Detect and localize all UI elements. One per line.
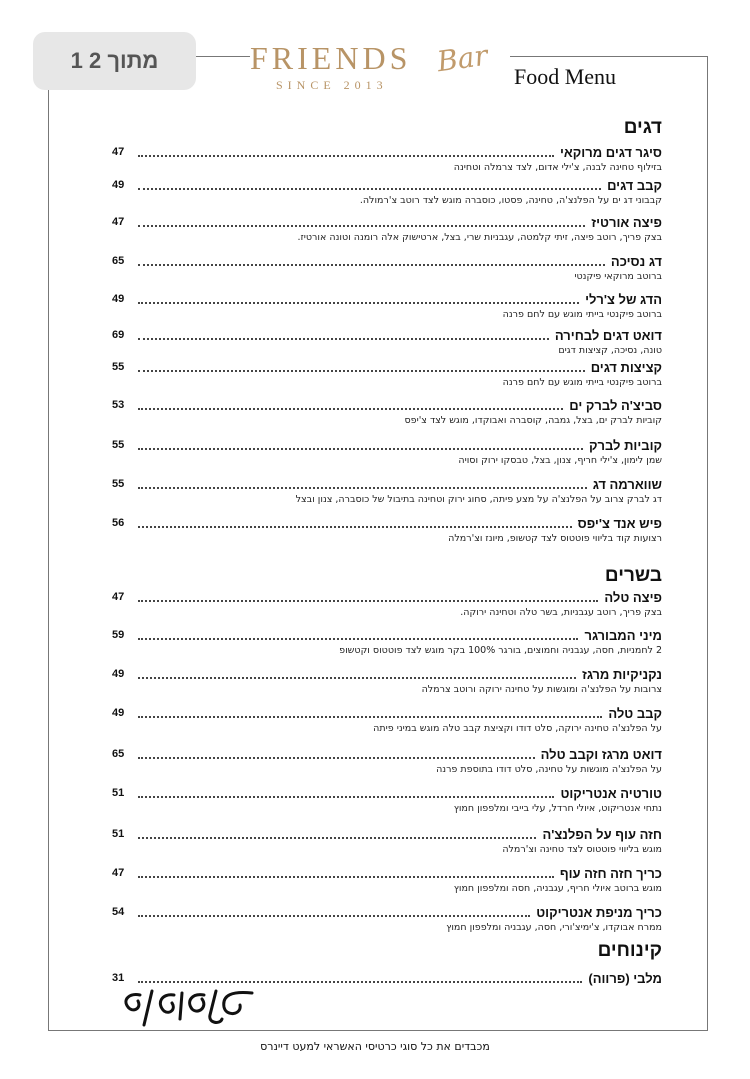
brand-name: FRIENDS	[250, 40, 412, 76]
leader-dots	[138, 677, 576, 679]
item-description: בצק פריך, רוטב עגבניות, בשר טלה וטחינה ירוקה.	[460, 607, 662, 618]
menu-item	[112, 359, 662, 390]
leader-dots	[138, 448, 583, 450]
item-description: רצועות קוד בליווי פוטטוס לצד קטשופ, מיונז וצ'רמלה	[448, 533, 662, 544]
menu-item	[112, 397, 662, 428]
brand-since: SINCE 2013	[276, 78, 388, 92]
menu-item	[112, 476, 662, 507]
menu-subtitle: Food Menu	[510, 64, 616, 90]
section-title-meats: בשרים	[604, 565, 662, 586]
brand-logo	[250, 38, 510, 94]
item-name: טורטיה אנטריקוט	[560, 786, 662, 801]
leader-dots	[138, 264, 605, 266]
item-price: 69	[112, 329, 125, 341]
menu-item	[112, 437, 662, 468]
leader-dots	[138, 796, 554, 798]
item-name: נקניקיות מרגז	[582, 667, 662, 682]
item-price: 55	[112, 439, 125, 451]
menu-item	[112, 144, 662, 175]
item-name: קציצות דגים	[590, 360, 662, 375]
leader-dots	[138, 302, 579, 304]
menu-item	[112, 515, 662, 546]
item-description: שמן לימון, צ'ילי חריף, צנון, בצל, טבסקו ירוק וסויה	[458, 455, 662, 466]
item-price: 49	[112, 707, 125, 719]
payment-footer: מכבדים את כל סוגי כרטיסי האשראי למעט דיינרס	[260, 1040, 490, 1053]
leader-dots	[138, 757, 534, 759]
brand-script: Bar	[434, 38, 490, 79]
item-price: 47	[112, 867, 125, 879]
leader-dots	[138, 876, 554, 878]
item-price: 65	[112, 748, 125, 760]
menu-item	[112, 785, 662, 816]
item-name: דג נסיכה	[610, 254, 662, 269]
item-price: 31	[112, 972, 125, 984]
menu-item	[112, 589, 662, 620]
item-description: ברוטב פיקנטי בייתי מוגש עם לחם פרנה	[502, 377, 662, 388]
item-description: קבבוני דג ים על הפלנצ'ה, טחינה, פסטו, כוסברה מוגש לצד רוטב צ'רמולה.	[359, 195, 662, 206]
leader-dots	[138, 837, 536, 839]
item-description: על הפלנצ'ה מוגשות על טחינה, סלט דודו בתוספת פרנה	[436, 764, 662, 775]
leader-dots	[138, 981, 582, 983]
item-price: 53	[112, 399, 125, 411]
item-description: ברוטב מרוקאי פיקנטי	[574, 271, 662, 282]
menu-item	[112, 865, 662, 896]
bon-appetit-signature	[112, 985, 262, 1030]
menu-item	[112, 705, 662, 736]
section-title-fish: דגים	[623, 117, 662, 138]
item-price: 55	[112, 361, 125, 373]
item-description: צרובות על הפלנצ'ה ומוגשות על טחינה ירוקה ורוטב צרמלה	[421, 684, 662, 695]
item-name: סביצ'ה לברק ים	[569, 398, 662, 413]
leader-dots	[138, 188, 601, 190]
item-name: קוביות לברק	[588, 438, 662, 453]
page-counter-badge: 1 מתוך 2	[33, 32, 196, 90]
menu-item	[112, 253, 662, 284]
menu-item	[112, 826, 662, 857]
item-price: 49	[112, 179, 125, 191]
item-description: קוביות לברק ים, בצל, גמבה, קוסברה ואבוקדו, מוגש לצד צ'יפס	[404, 415, 662, 426]
leader-dots	[138, 155, 554, 157]
item-description: על הפלנצ'ה טחינה ירוקה, סלט דודו וקציצת קבב טלה מוגש במיני פיתה	[373, 723, 662, 734]
menu-item	[112, 904, 662, 935]
item-price: 51	[112, 828, 125, 840]
menu-item	[112, 627, 662, 658]
item-name: פיצה טלה	[604, 590, 662, 605]
item-description: בזילוף טחינה לבנה, צ'ילי אדום, לצד צרמלה וטחינה	[453, 162, 662, 173]
item-price: 49	[112, 293, 125, 305]
item-description: נתחי אנטריקוט, איולי חרדל, עלי בייבי ומלפפון חמוץ	[453, 803, 662, 814]
menu-item	[112, 746, 662, 777]
item-price: 51	[112, 787, 125, 799]
item-description: מוגש בליווי פוטטוס לצד טחינה וצ'רמלה	[502, 844, 662, 855]
menu-item	[112, 327, 662, 358]
item-description: דג לברק צרוב על הפלנצ'ה על מצע פיתה, סחוג ירוק וטחינה בתיבול של כוסברה, צנון ובצל	[295, 494, 662, 505]
menu-item	[112, 177, 662, 208]
item-price: 47	[112, 591, 125, 603]
item-name: סיגר דגים מרוקאי	[560, 145, 662, 160]
item-price: 47	[112, 146, 125, 158]
item-name: מיני המבורגר	[584, 628, 662, 643]
item-description: מוגש ברוטב איולי חריף, עגבניה, חסה ומלפפון חמוץ	[453, 883, 662, 894]
leader-dots	[138, 370, 584, 372]
item-description: בצק פריך, רוטב פיצה, זיתי קלמטה, עגבניות שרי, בצל, ארטישוק אלה רומנה וטונה אורטיז.	[297, 232, 662, 243]
item-name: מלבי (פרווה)	[588, 971, 662, 986]
item-price: 49	[112, 668, 125, 680]
leader-dots	[138, 600, 598, 602]
item-name: שווארמה דג	[592, 477, 662, 492]
item-price: 54	[112, 906, 125, 918]
menu-item	[112, 214, 662, 245]
menu-item	[112, 291, 662, 322]
section-title-desserts: קינוחים	[597, 940, 662, 961]
leader-dots	[138, 225, 585, 227]
item-name: פיצה אורטיז	[591, 215, 662, 230]
item-name: קבב טלה	[608, 706, 662, 721]
item-price: 59	[112, 629, 125, 641]
item-description: טונה, נסיכה, קציצות דגים	[558, 345, 662, 356]
item-name: פיש אנד צ'יפס	[577, 516, 662, 531]
item-description: ממרח אבוקדו, צ'ימיצ'ורי, חסה, עגבניה ומלפפון חמוץ	[446, 922, 662, 933]
item-name: דואט מרגז וקבב טלה	[540, 747, 662, 762]
leader-dots	[138, 638, 578, 640]
leader-dots	[138, 915, 530, 917]
item-name: כריך מניפת אנטריקוט	[536, 905, 662, 920]
item-price: 65	[112, 255, 125, 267]
item-name: קבב דגים	[607, 178, 662, 193]
leader-dots	[138, 338, 549, 340]
leader-dots	[138, 408, 563, 410]
item-price: 55	[112, 478, 125, 490]
item-name: חזה עוף על הפלנצ'ה	[542, 827, 662, 842]
item-price: 47	[112, 216, 125, 228]
item-name: דואט דגים לבחירה	[554, 328, 662, 343]
item-name: כריך חזה חזה עוף	[559, 866, 662, 881]
leader-dots	[138, 716, 602, 718]
menu-item	[112, 666, 662, 697]
item-name: הדג של צ'רלי	[585, 292, 662, 307]
item-description: ברוטב פיקנטי בייתי מוגש עם לחם פרנה	[502, 309, 662, 320]
leader-dots	[138, 526, 571, 528]
item-price: 56	[112, 517, 125, 529]
item-description: 2 לחמניות, חסה, עגבניה וחמוצים, בורגר 100% בקר מוגש לצד פוטטוס וקטשופ	[339, 645, 662, 656]
leader-dots	[138, 487, 586, 489]
